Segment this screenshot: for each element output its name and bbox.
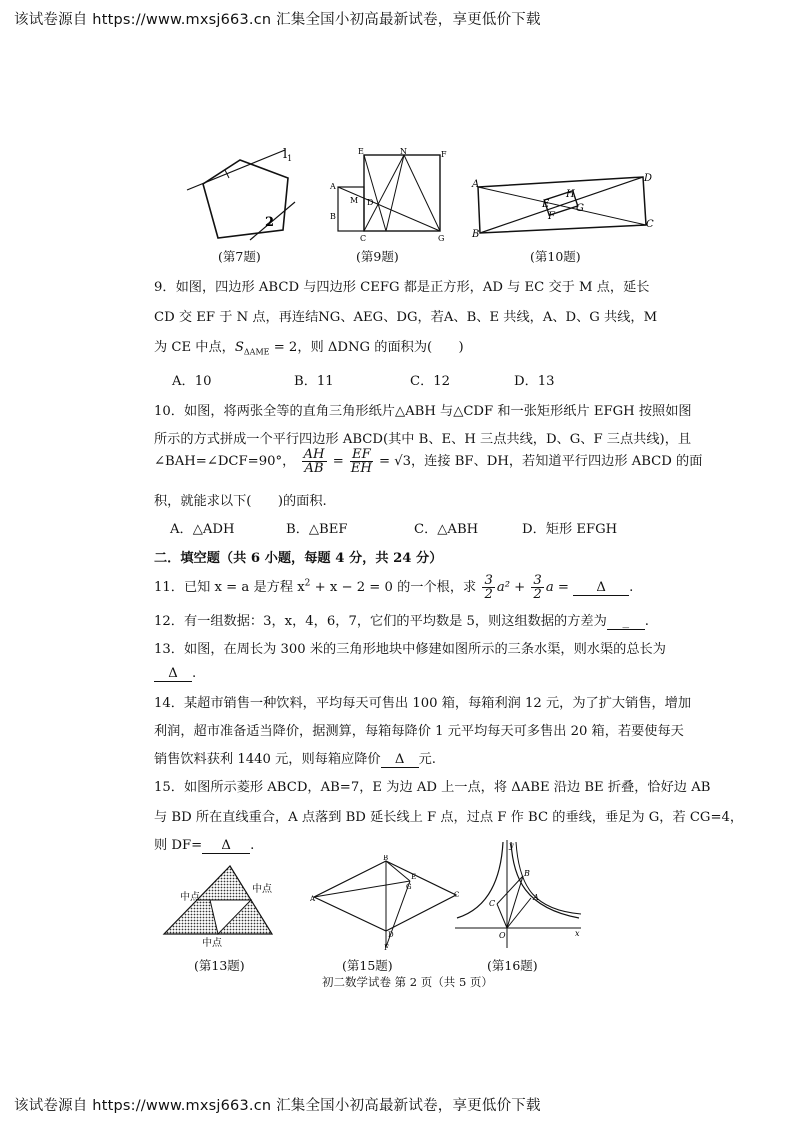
q9-line2: CD 交 EF 于 N 点，再连结NG、AEG、DG，若A、B、E 共线，A、D、G 共线，M [154,310,658,325]
q12-line: 12．有一组数据：3，x，4，6，7，它们的平均数是 5，则这组数据的方差为 _ . [154,614,649,629]
q10-line4: 积，就能求以下( )的面积. [154,494,327,509]
q15-line2: 与 BD 所在直线重合，A 点落到 BD 延长线上 F 点，过点 F 作 BC 的垂线，垂足为 G，若 CG=4， [154,810,744,825]
figure-15 [310,855,460,950]
q9-option-d: D．13 [514,374,555,389]
q9-option-a: A．10 [172,374,212,389]
q13-line2: Δ . [154,666,196,682]
section-2-title: 二．填空题（共 6 小题，每题 4 分，共 24 分） [154,551,443,566]
label-A: A [472,179,480,190]
caption-fig13: (第13题) [194,958,245,973]
label-C: C [454,891,460,899]
q11-line: 11．已知 x = a 是方程 $x^2 + x - 2 = 0$ 的一个根，求 $\frac{3}{2}$ a² + $\frac{3}{2}$ a = Δ . [154,573,634,602]
label-D: D [644,173,653,184]
hyperbola-right [511,842,579,918]
caption-fig9: (第9题) [356,249,399,264]
label-B: B [330,212,336,221]
bottom-source-banner: 该试卷源自 https://www.mxsj663.cn 汇集全国小初高最新试卷，享更低价下载 [14,1098,541,1114]
label-F: F [384,944,389,950]
caption-fig10: (第10题) [530,249,581,264]
q10-option-d: D．矩形 EFGH [522,522,618,537]
q9-option-b: B．11 [294,374,334,389]
label-E: E [411,873,417,881]
label-B: B [383,855,389,862]
fraction-ef-eh: $\frac{EF}{EH}$ [350,447,372,476]
label-D: D [388,931,394,939]
figure-10 [468,165,658,245]
line-l1 [187,150,285,190]
pentagon-shape [203,160,288,238]
label-B: B [524,869,530,878]
figure-13 [160,862,280,950]
label-x: x [575,929,580,938]
label-y: y [509,841,514,850]
label-l1: $l_1$ [283,147,293,163]
label-H: H [566,189,575,200]
q13-line1: 13．如图，在周长为 300 米的三角形地块中修建如图所示的三条水渠，则水渠的总长为 [154,642,666,657]
q9-option-c: C．12 [410,374,451,389]
square-abcd [338,187,364,231]
figure-16 [455,838,583,950]
label-midpoint-right: 中点 [252,884,272,895]
q13-answer-blank[interactable]: Δ [154,666,192,682]
label-G: G [438,234,445,243]
label-G: G [576,203,584,214]
q11-answer-blank[interactable]: Δ [573,580,629,596]
caption-fig16: (第16题) [487,958,538,973]
q14-line3: 销售饮料获利 1440 元，则每箱应降价 Δ 元. [154,752,436,767]
q10-line3: ∠BAH=∠DCF=90°， $\frac{AH}{AB}$ = $\frac{EF}{EH}$ = √3，连接 BF、DH，若知道平行四边形 ABCD 的面 [154,447,703,476]
label-C: C [489,899,496,908]
label-C: C [646,219,654,230]
label-angle-2: 2 [265,215,275,230]
label-E: E [358,147,364,156]
fraction-ah-ab: $\frac{AH}{AB}$ [303,447,325,476]
rhombus-abcd [314,861,456,931]
q14-answer-blank[interactable]: Δ [381,752,419,768]
q15-answer-blank[interactable]: Δ [202,838,250,854]
figure-7 [185,140,305,245]
label-C: C [360,234,367,243]
top-source-banner: 该试卷源自 https://www.mxsj663.cn 汇集全国小初高最新试卷，享更低价下载 [14,12,541,28]
caption-fig7: (第7题) [218,249,261,264]
label-midpoint-bottom: 中点 [202,938,222,949]
q9-line1: 9．如图，四边形 ABCD 与四边形 CEFG 都是正方形，AD 与 EC 交于 M 点，延长 [154,280,650,295]
q12-answer-blank[interactable]: _ [607,614,645,630]
label-F: F [441,150,447,159]
label-N: N [400,147,407,156]
hyperbola-right-outer [516,842,581,914]
hyperbola-left [457,842,503,918]
q10-line1: 10．如图，将两张全等的直角三角形纸片△ABH 与△CDF 和一张矩形纸片 EFGH 按照如图 [154,404,692,419]
q14-line2: 利润，超市准备适当降价，据测算，每箱每降价 1 元平均每天可多售出 20 箱，若要使每天 [154,724,684,739]
q15-line3: 则 DF= Δ . [154,838,255,853]
q9-line3: 为 CE 中点，$S_{\Delta AME} = 2$，则 ΔDNG 的面积为( ) [154,340,464,357]
q10-option-a: A．△ADH [170,522,235,537]
label-midpoint-left: 中点 [180,892,200,903]
label-A: A [310,895,316,903]
q15-line1: 15．如图所示菱形 ABCD，AB=7，E 为边 AD 上一点，将 ΔABE 沿边 BE 折叠，恰好边 AB [154,780,711,795]
q14-line1: 14．某超市销售一种饮料，平均每天可售出 100 箱，每箱利润 12 元，为了扩大销售，增加 [154,696,692,711]
label-F: F [548,211,555,222]
page-number-footer: 初二数学试卷 第 2 页（共 5 页） [322,975,493,989]
label-A: A [330,182,336,191]
label-D: D [367,198,374,207]
q10-option-c: C．△ABH [414,522,479,537]
figure-9 [328,145,448,245]
q10-option-b: B．△BEF [286,522,348,537]
label-M: M [350,196,359,205]
caption-fig15: (第15题) [342,958,393,973]
label-A: A [533,893,539,902]
label-G: G [406,883,412,891]
label-O: O [499,931,506,940]
label-B: B [472,229,480,240]
q10-line2: 所示的方式拼成一个平行四边形 ABCD(其中 B、E、H 三点共线，D、G、F 三点共线)，且 [154,432,692,447]
label-E: E [542,199,550,210]
